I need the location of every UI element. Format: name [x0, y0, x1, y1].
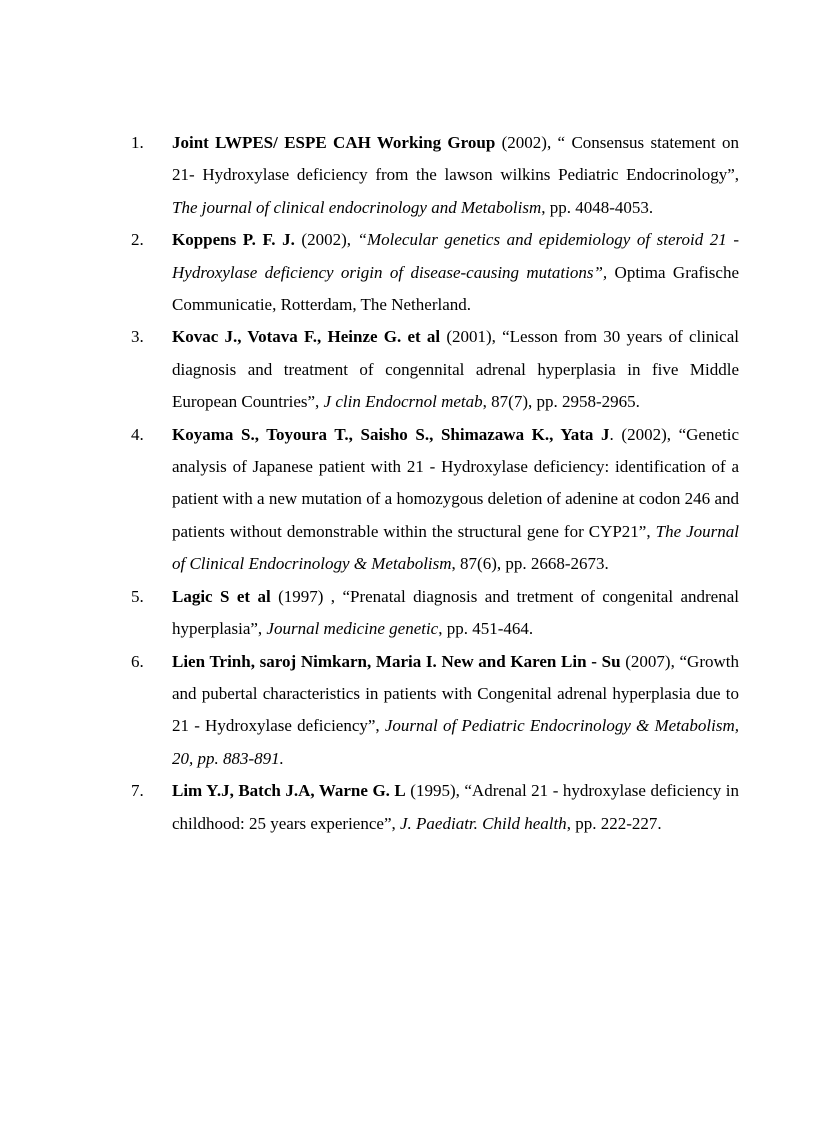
reference-item: [131, 646, 739, 776]
reference-item: [131, 581, 739, 646]
reference-text: [172, 327, 739, 411]
reference-number: 5.: [131, 586, 144, 606]
reference-segment: , 87(6), pp. 2668-2673.: [451, 554, 609, 574]
reference-title: “Molecular genetics and epidemiology of steroid 21 - Hydroxylase deficiency origin of disease-causing mutations”,: [172, 230, 740, 282]
reference-text: [172, 652, 739, 768]
reference-authors: Koyama S., Toyoura T., Saisho S., Shimazawa K., Yata J: [172, 424, 610, 444]
reference-segment: Optima Grafische Communicatie, Rotterdam, The Netherland.: [172, 262, 739, 315]
reference-item: [131, 224, 739, 321]
reference-segment: (1995), “Adrenal 21 - hydroxylase deficiency in childhood: 25 years experience”,: [172, 781, 739, 833]
reference-text: [172, 133, 739, 217]
reference-source: Journal medicine genetic: [266, 619, 439, 639]
reference-item: [131, 127, 739, 224]
reference-number: 7.: [131, 781, 144, 801]
reference-segment: . (2002), “Genetic analysis of Japanese patient with 21 - Hydroxylase deficiency: identification of a patient with a new mutation of a homozygous deletion of adenine at codon 246 and patients without demonstrable within the structural gene for CYP21”,: [172, 424, 739, 541]
reference-number: 6.: [131, 651, 144, 671]
reference-authors: Lien Trinh, saroj Nimkarn, Maria I. New and Karen Lin - Su: [172, 651, 621, 671]
reference-text: [172, 781, 739, 832]
reference-authors: Joint LWPES/ ESPE CAH Working Group: [172, 133, 496, 152]
reference-authors: Lagic S et al: [172, 586, 271, 606]
reference-segment: , 87(7), pp. 2958-2965.: [482, 392, 640, 412]
reference-item: [131, 775, 739, 840]
reference-number: 2.: [131, 230, 144, 250]
reference-segment: (2001), “Lesson from 30 years of clinical diagnosis and treatment of congennital adrenal hyperplasia in five Middle European Countries”,: [172, 327, 739, 412]
reference-source: J. Paediatr. Child health: [400, 813, 567, 833]
reference-authors: Kovac J., Votava F., Heinze G. et al: [172, 327, 441, 347]
reference-segment: (2002), “ Consensus statement on 21- Hydroxylase deficiency from the lawson wilkins Pediatric Endocrinology”,: [172, 133, 739, 185]
reference-text: [172, 425, 739, 574]
reference-text: [172, 230, 739, 314]
reference-number: 3.: [131, 327, 144, 347]
reference-source: Journal of Pediatric Endocrinology & Metabolism, 20, pp. 883-891.: [172, 716, 739, 768]
reference-list: [131, 127, 739, 840]
reference-source: The journal of clinical endocrinology and Metabolism: [172, 197, 542, 217]
reference-source: J clin Endocrnol metab: [323, 392, 483, 412]
reference-segment: (2002),: [294, 230, 358, 250]
reference-segment: (1997) , “Prenatal diagnosis and tretment of congenital andrenal hyperplasia”,: [172, 586, 739, 639]
reference-segment: , pp. 451-464.: [438, 619, 534, 639]
reference-number: 4.: [131, 424, 144, 444]
reference-segment: (2007), “Growth and pubertal characteristics in patients with Congenital adrenal hyperplasia due to 21 - Hydroxylase deficiency”,: [172, 651, 739, 736]
reference-number: 1.: [131, 133, 144, 152]
reference-item: [131, 321, 739, 418]
reference-source: The Journal of Clinical Endocrinology & Metabolism: [172, 521, 739, 574]
reference-text: [172, 587, 739, 638]
reference-authors: Lim Y.J, Batch J.A, Warne G. L: [172, 781, 406, 801]
reference-segment: , pp. 4048-4053.: [541, 197, 654, 217]
reference-item: [131, 419, 739, 581]
reference-segment: , pp. 222-227.: [566, 813, 662, 833]
reference-authors: Koppens P. F. J.: [172, 230, 295, 250]
